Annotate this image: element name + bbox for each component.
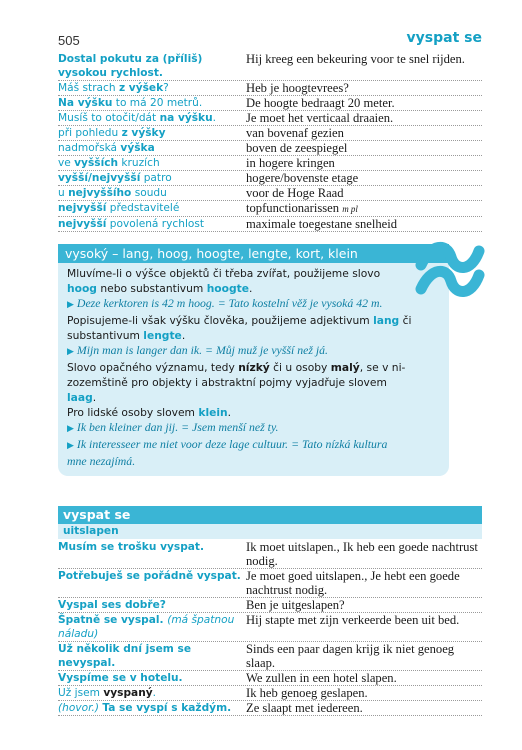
text-segment: představitelé bbox=[106, 202, 180, 214]
text-segment: . bbox=[249, 282, 253, 295]
text-segment: Dostal pokutu za (příliš) vysokou rychlost. bbox=[58, 53, 203, 79]
czech-phrase bbox=[58, 613, 246, 641]
text-segment: hogere/bovenste etage bbox=[246, 171, 359, 185]
info-line bbox=[67, 328, 441, 343]
text-segment: to má 20 metrů. bbox=[112, 97, 203, 109]
czech-phrase bbox=[58, 81, 246, 95]
text-segment: či bbox=[399, 314, 412, 327]
text-segment: z výšek bbox=[118, 82, 164, 94]
text-segment: výška bbox=[120, 142, 155, 154]
czech-phrase bbox=[58, 111, 246, 125]
czech-phrase bbox=[58, 186, 246, 200]
text-segment: nejvyšší bbox=[58, 202, 107, 214]
text-segment: nízký bbox=[238, 361, 270, 374]
text-segment: boven de zeespiegel bbox=[246, 141, 348, 155]
phrase-row bbox=[58, 52, 482, 81]
text-segment: Ik heb genoeg geslapen. bbox=[246, 686, 368, 700]
phrase-row bbox=[58, 598, 482, 613]
text-segment: hoogte bbox=[206, 282, 250, 295]
text-segment: klein bbox=[198, 406, 228, 419]
section-title: vyspat se bbox=[58, 506, 482, 524]
text-segment: Ta se vyspí s každým. bbox=[102, 702, 232, 714]
dutch-translation bbox=[246, 141, 482, 155]
czech-phrase bbox=[58, 671, 246, 685]
text-segment: Na výšku bbox=[58, 97, 113, 109]
czech-phrase bbox=[58, 141, 246, 155]
text-segment: maximale toegestane snelheid bbox=[246, 217, 398, 231]
text-segment: Mluvíme-li o výšce objektů či třeba zvířat, použijeme slovo bbox=[67, 267, 381, 280]
phrase-row bbox=[58, 671, 482, 686]
text-segment: lengte bbox=[143, 329, 182, 342]
phrase-row bbox=[58, 201, 482, 217]
info-box-body bbox=[67, 266, 441, 469]
page-number: 505 bbox=[58, 33, 80, 48]
dutch-translation bbox=[246, 81, 482, 95]
text-segment: (hovor.) bbox=[58, 702, 103, 714]
czech-phrase bbox=[58, 686, 246, 700]
text-segment: . bbox=[181, 329, 186, 342]
czech-phrase bbox=[58, 701, 246, 715]
text-segment: vyšší/nejvyšší bbox=[58, 172, 141, 184]
czech-phrase bbox=[58, 96, 246, 110]
text-segment: We zullen in een hotel slapen. bbox=[246, 671, 397, 685]
text-segment: laag bbox=[67, 391, 93, 404]
section-subhead: uitslapen bbox=[58, 524, 482, 539]
phrase-row bbox=[58, 126, 482, 141]
czech-phrase bbox=[58, 598, 246, 612]
text-segment: kruzích bbox=[118, 157, 160, 169]
text-segment: ve bbox=[58, 157, 75, 169]
phrase-row bbox=[58, 156, 482, 171]
phrase-row bbox=[58, 171, 482, 186]
dutch-translation bbox=[246, 217, 482, 231]
text-segment: m pl bbox=[342, 204, 358, 214]
dutch-translation bbox=[246, 111, 482, 125]
text-segment: soudu bbox=[131, 187, 167, 199]
phrase-row bbox=[58, 186, 482, 201]
text-segment: vyspaný bbox=[103, 687, 153, 699]
info-line bbox=[67, 296, 441, 313]
phrase-row bbox=[58, 81, 482, 96]
text-segment: . bbox=[152, 687, 157, 699]
phrase-row bbox=[58, 569, 482, 598]
approx-equal-icon bbox=[413, 239, 485, 303]
text-segment: Deze kerktoren is 42 m hoog. = Tato kostelní věž je vysoká 42 m. bbox=[76, 296, 383, 310]
czech-phrase bbox=[58, 540, 246, 568]
text-segment: nejvyšší bbox=[58, 218, 107, 230]
text-segment: nebo substantivum bbox=[96, 282, 207, 295]
text-segment: Vyspíme se v hotelu. bbox=[58, 672, 183, 684]
text-segment: zozemštině pro objekty i abstraktní pojmy vyjadřuje slovem bbox=[67, 376, 387, 389]
text-segment: vyšších bbox=[74, 157, 119, 169]
text-segment: malý bbox=[330, 361, 360, 374]
text-segment: Ik moet uitslapen., Ik heb een goede nachtrust nodig. bbox=[246, 540, 478, 568]
text-segment: u bbox=[58, 187, 69, 199]
dutch-translation bbox=[246, 613, 482, 641]
text-segment: Hij stapte met zijn verkeerde been uit bed. bbox=[246, 613, 460, 627]
czech-phrase bbox=[58, 642, 246, 670]
phrase-row bbox=[58, 613, 482, 642]
dutch-translation bbox=[246, 671, 482, 685]
text-segment: Už jsem bbox=[58, 687, 104, 699]
info-line bbox=[67, 405, 441, 420]
info-line bbox=[67, 390, 441, 405]
text-segment: Už několik dní jsem se nevyspal. bbox=[58, 643, 192, 669]
dutch-translation bbox=[246, 156, 482, 170]
dutch-translation bbox=[246, 52, 482, 80]
czech-phrase bbox=[58, 52, 246, 80]
text-segment: ▶ bbox=[67, 424, 74, 434]
text-segment: povolená rychlost bbox=[106, 218, 205, 230]
phrase-row bbox=[58, 96, 482, 111]
text-segment: Musím se trošku vyspat. bbox=[58, 541, 205, 553]
dutch-translation bbox=[246, 642, 482, 670]
dutch-translation bbox=[246, 126, 482, 140]
text-segment: na výšku bbox=[159, 112, 213, 124]
dutch-translation bbox=[246, 598, 482, 612]
text-segment: substantivum bbox=[67, 329, 144, 342]
text-segment: Je moet het verticaal draaien. bbox=[246, 111, 394, 125]
text-segment: Mijn man is langer dan ik. = Můj muž je vyšší než já. bbox=[76, 343, 329, 357]
text-segment: , se v ni- bbox=[359, 361, 406, 374]
text-segment: hoog bbox=[67, 282, 97, 295]
text-segment: Sinds een paar dagen krijg ik niet genoeg slaap. bbox=[246, 642, 455, 670]
text-segment: . bbox=[227, 406, 232, 419]
phrase-row bbox=[58, 686, 482, 701]
text-segment: Ben je uitgeslapen? bbox=[246, 598, 345, 612]
text-segment: Ik interesseer me niet voor deze lage cultuur. = Tato nízká kultura bbox=[76, 437, 388, 451]
info-line bbox=[67, 375, 441, 390]
phrase-row bbox=[58, 540, 482, 569]
czech-phrase bbox=[58, 201, 246, 216]
info-box bbox=[58, 244, 449, 476]
text-segment: Hij kreeg een bekeuring voor te snel rijden. bbox=[246, 52, 465, 66]
info-line bbox=[67, 420, 441, 437]
text-segment: ▶ bbox=[67, 300, 74, 310]
dutch-translation bbox=[246, 96, 482, 110]
text-segment: (má špatnou náladu) bbox=[58, 614, 235, 640]
running-head: vyspat se bbox=[406, 30, 482, 46]
dutch-translation bbox=[246, 569, 482, 597]
text-segment: in hogere kringen bbox=[246, 156, 335, 170]
text-segment: Máš strach bbox=[58, 82, 119, 94]
text-segment: . bbox=[92, 391, 97, 404]
dutch-translation bbox=[246, 540, 482, 568]
info-line bbox=[67, 437, 441, 454]
text-segment: voor de Hoge Raad bbox=[246, 186, 344, 200]
text-segment: Potřebuješ se pořádně vyspat. bbox=[58, 570, 241, 582]
text-segment: ? bbox=[163, 82, 169, 94]
phrase-row bbox=[58, 111, 482, 126]
text-segment: při pohledu bbox=[58, 127, 122, 139]
czech-phrase bbox=[58, 569, 246, 597]
info-line bbox=[67, 360, 441, 375]
text-segment: z výšky bbox=[121, 127, 166, 139]
text-segment: či u osoby bbox=[269, 361, 331, 374]
dutch-translation bbox=[246, 201, 482, 216]
text-segment: De hoogte bedraagt 20 meter. bbox=[246, 96, 395, 110]
info-line bbox=[67, 266, 441, 281]
czech-phrase bbox=[58, 217, 246, 231]
text-segment: patro bbox=[140, 172, 172, 184]
text-segment: nejvyššího bbox=[68, 187, 132, 199]
dutch-translation bbox=[246, 171, 482, 185]
text-segment: Ze slaapt met iedereen. bbox=[246, 701, 363, 715]
text-segment: . bbox=[212, 112, 217, 124]
text-segment: lang bbox=[373, 314, 400, 327]
text-segment: Vyspal ses dobře? bbox=[58, 599, 166, 611]
phrase-table-vyspat bbox=[58, 540, 482, 716]
text-segment: van bovenaf gezien bbox=[246, 126, 344, 140]
dutch-translation bbox=[246, 186, 482, 200]
czech-phrase bbox=[58, 126, 246, 140]
text-segment: Pro lidské osoby slovem bbox=[67, 406, 199, 419]
phrase-row bbox=[58, 642, 482, 671]
text-segment: Ik ben kleiner dan jij. = Jsem menší než ty. bbox=[76, 420, 279, 434]
info-line bbox=[67, 454, 441, 469]
dutch-translation bbox=[246, 686, 482, 700]
text-segment: Heb je hoogtevrees? bbox=[246, 81, 349, 95]
text-segment: Popisujeme-li však výšku člověka, použijeme adjektivum bbox=[67, 314, 374, 327]
text-segment: Slovo opačného významu, tedy bbox=[67, 361, 239, 374]
text-segment: ▶ bbox=[67, 441, 74, 451]
info-line bbox=[67, 313, 441, 328]
czech-phrase bbox=[58, 156, 246, 170]
text-segment: mne nezajímá. bbox=[67, 454, 136, 468]
phrase-table-vysoky bbox=[58, 52, 482, 232]
info-box-title: vysoký – lang, hoog, hoogte, lengte, kort, klein bbox=[58, 244, 449, 263]
dutch-translation bbox=[246, 701, 482, 715]
phrase-row bbox=[58, 141, 482, 156]
text-segment: topfunctionarissen bbox=[246, 201, 343, 215]
text-segment: nadmořská bbox=[58, 142, 121, 154]
czech-phrase bbox=[58, 171, 246, 185]
text-segment: Špatně se vyspal. bbox=[58, 614, 168, 626]
text-segment: Musíš to otočit/dát bbox=[58, 112, 160, 124]
phrase-row bbox=[58, 701, 482, 716]
text-segment: Je moet goed uitslapen., Je hebt een goede nachtrust nodig. bbox=[246, 569, 460, 597]
info-line bbox=[67, 343, 441, 360]
info-line bbox=[67, 281, 441, 296]
phrase-row bbox=[58, 217, 482, 232]
text-segment: ▶ bbox=[67, 347, 74, 357]
